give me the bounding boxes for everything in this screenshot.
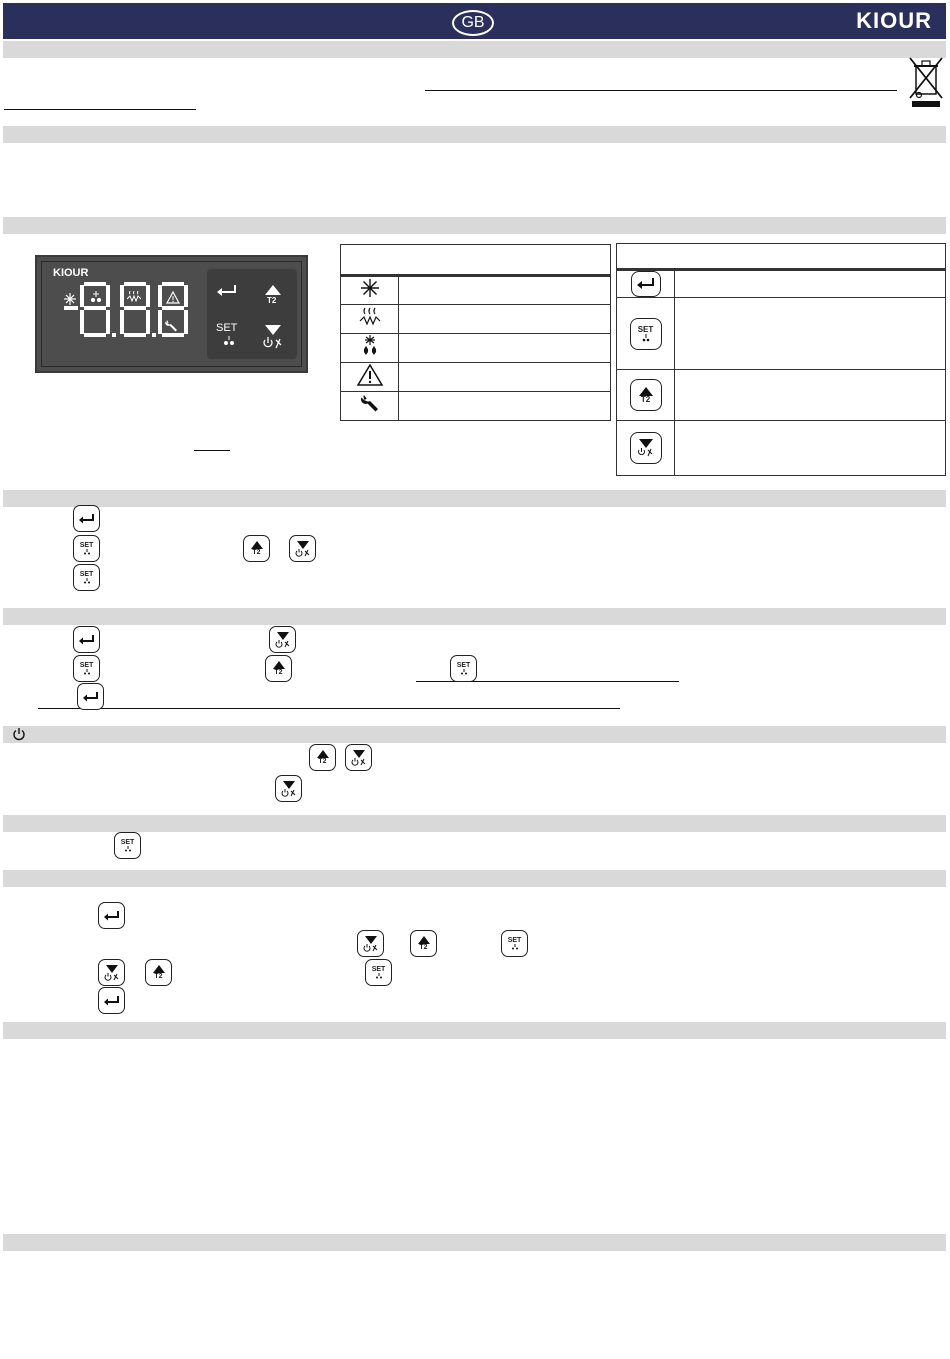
set-key-icon: SET xyxy=(73,535,100,562)
enter-key-icon xyxy=(73,505,100,532)
up-key-icon: T2 xyxy=(145,959,172,986)
table-row xyxy=(341,334,611,363)
set-key-icon: SET xyxy=(73,564,100,591)
underline xyxy=(425,90,897,91)
set-key-icon: SET xyxy=(501,930,528,957)
set-key-icon: SET xyxy=(365,959,392,986)
up-key-icon: T2 xyxy=(309,744,336,771)
section-bar xyxy=(3,608,946,625)
section-bar xyxy=(3,1234,946,1251)
table-row xyxy=(617,298,946,370)
table-row xyxy=(341,392,611,421)
page-header xyxy=(3,3,946,39)
section-bar-power xyxy=(3,726,946,743)
snowflake-icon xyxy=(360,278,380,298)
section-bar xyxy=(3,41,946,58)
power-icon xyxy=(12,727,26,741)
set-label: SET xyxy=(216,322,238,334)
down-key-icon xyxy=(630,432,662,464)
table-row xyxy=(341,363,611,392)
enter-key-icon xyxy=(98,987,125,1014)
down-key-icon xyxy=(98,959,125,986)
enter-key-icon xyxy=(98,902,125,929)
section-bar xyxy=(3,870,946,887)
wrench-icon xyxy=(360,394,380,414)
table-row xyxy=(617,370,946,421)
power-light-icon xyxy=(262,337,286,349)
table-row xyxy=(341,276,611,305)
section-bar xyxy=(3,1022,946,1039)
up-key-icon: T2 xyxy=(265,655,292,682)
seven-segment-display xyxy=(62,280,192,340)
enter-icon xyxy=(217,285,237,297)
table-row xyxy=(617,421,946,476)
up-key-icon: T2 xyxy=(243,535,270,562)
up-arrow-icon xyxy=(265,285,281,295)
underline xyxy=(38,708,620,709)
enter-key-icon xyxy=(631,271,661,297)
section-bar xyxy=(3,126,946,143)
keys-table xyxy=(616,243,946,476)
language-badge: GB xyxy=(452,10,494,36)
defrost-small-icon xyxy=(223,336,235,346)
section-bar xyxy=(3,217,946,234)
icons-table xyxy=(340,244,611,421)
underline xyxy=(4,109,196,110)
controller-keypad xyxy=(207,269,297,359)
down-key-icon xyxy=(357,930,384,957)
heater-icon xyxy=(359,307,381,327)
enter-key-icon xyxy=(73,626,100,653)
down-key-icon xyxy=(289,535,316,562)
table-row xyxy=(617,270,946,298)
down-arrow-icon xyxy=(265,325,281,335)
controller-logo: KIOUR xyxy=(53,267,89,279)
enter-key-icon xyxy=(77,683,104,710)
t2-label: T2 xyxy=(267,296,277,305)
controller-display xyxy=(35,255,308,373)
table-header-row xyxy=(341,245,611,276)
set-key-icon: SET xyxy=(450,655,477,682)
table-header-row xyxy=(617,244,946,270)
underline xyxy=(194,450,230,451)
defrost-icon xyxy=(360,335,380,357)
up-key-icon: T2 xyxy=(630,379,662,411)
set-key-icon: SET xyxy=(630,318,662,350)
set-key-icon: SET xyxy=(73,655,100,682)
brand-logo: KIOUR xyxy=(856,8,932,33)
warning-icon xyxy=(357,364,383,386)
section-bar xyxy=(3,815,946,832)
set-key-icon: SET xyxy=(114,832,141,859)
table-row xyxy=(341,305,611,334)
down-key-icon xyxy=(345,744,372,771)
section-bar xyxy=(3,490,946,507)
down-key-icon xyxy=(275,775,302,802)
weee-bin-icon xyxy=(908,56,944,108)
up-key-icon: T2 xyxy=(410,930,437,957)
down-key-icon xyxy=(269,626,296,653)
